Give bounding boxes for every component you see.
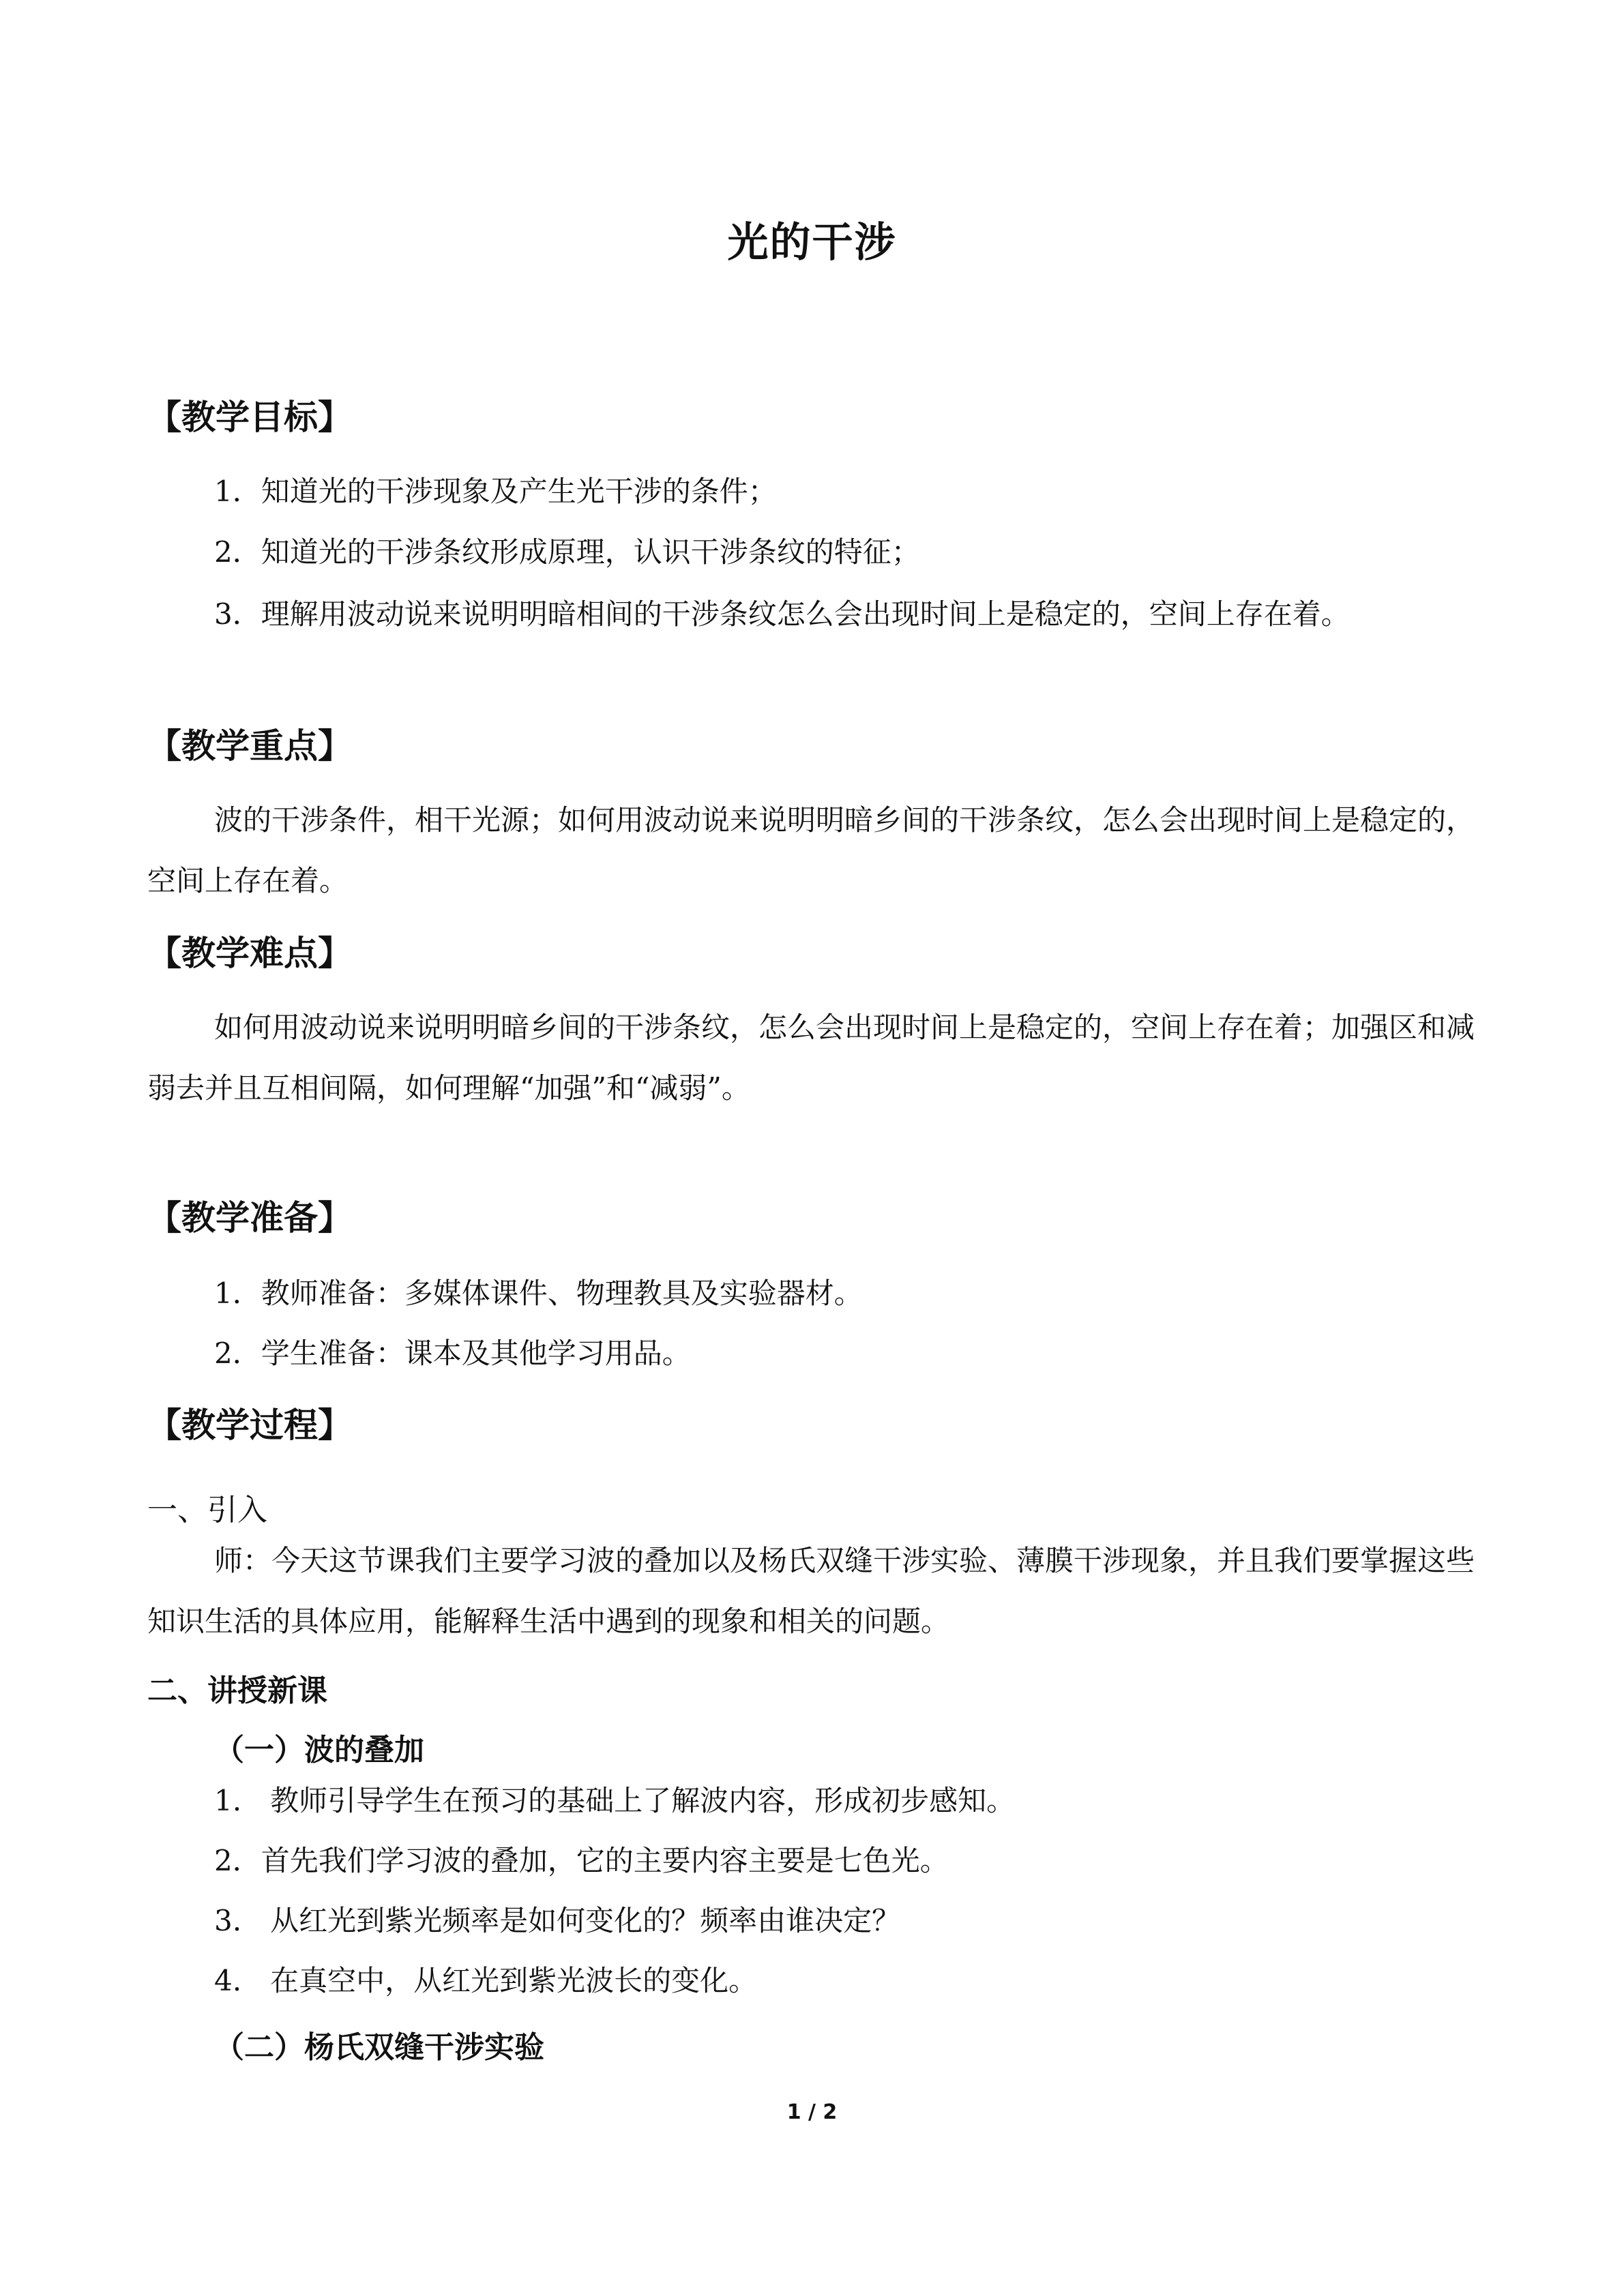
objectives-heading: 【教学目标】	[147, 398, 352, 437]
part1-item-4: 4. 在真空中，从红光到紫光波长的变化。	[214, 1964, 758, 1997]
objective-item-2: 2．知道光的干涉条纹形成原理，认识干涉条纹的特征；	[214, 535, 920, 569]
intro-text: 师：今天这节课我们主要学习波的叠加以及杨氏双缝干涉实验、薄膜干涉现象，并且我们要掌握这些知识生活的具体应用，能解释生活中遇到的现象和相关的问题。	[147, 1544, 1475, 1638]
part1-item-3: 3. 从红光到紫光频率是如何变化的？频率由谁决定？	[214, 1904, 901, 1937]
part2-heading: （二）杨氏双缝干涉实验	[214, 2030, 544, 2065]
preparation-item-1: 1．教师准备：多媒体课件、物理教具及实验器材。	[214, 1277, 863, 1310]
intro-heading: 一、引入	[147, 1493, 267, 1527]
process-heading: 【教学过程】	[147, 1405, 352, 1445]
page-number: 1 / 2	[786, 2100, 838, 2124]
difficulties-heading: 【教学难点】	[147, 934, 352, 973]
part1-heading: （一）波的叠加	[214, 1733, 424, 1768]
new-lesson-heading: 二、讲授新课	[147, 1673, 327, 1708]
preparation-heading: 【教学准备】	[147, 1198, 352, 1238]
objective-item-3: 3．理解用波动说来说明明暗相间的干涉条纹怎么会出现时间上是稳定的，空间上存在着。	[214, 597, 1350, 631]
part1-item-2: 2．首先我们学习波的叠加，它的主要内容主要是七色光。	[214, 1844, 949, 1877]
objective-item-1: 1．知道光的干涉现象及产生光干涉的条件；	[214, 475, 777, 508]
preparation-item-2: 2．学生准备：课本及其他学习用品。	[214, 1337, 691, 1370]
difficulties-text: 如何用波动说来说明明暗乡间的干涉条纹，怎么会出现时间上是稳定的，空间上存在着；加强区和减弱去并且互相间隔，如何理解“加强”和“减弱”。	[147, 1011, 1475, 1105]
part1-item-1: 1. 教师引导学生在预习的基础上了解波内容，形成初步感知。	[214, 1784, 1016, 1817]
key-points-heading: 【教学重点】	[147, 726, 352, 766]
page-title: 光的干涉	[727, 219, 897, 267]
key-points-text: 波的干涉条件，相干光源；如何用波动说来说明明暗乡间的干涉条纹，怎么会出现时间上是稳定的，空间上存在着。	[147, 803, 1475, 897]
